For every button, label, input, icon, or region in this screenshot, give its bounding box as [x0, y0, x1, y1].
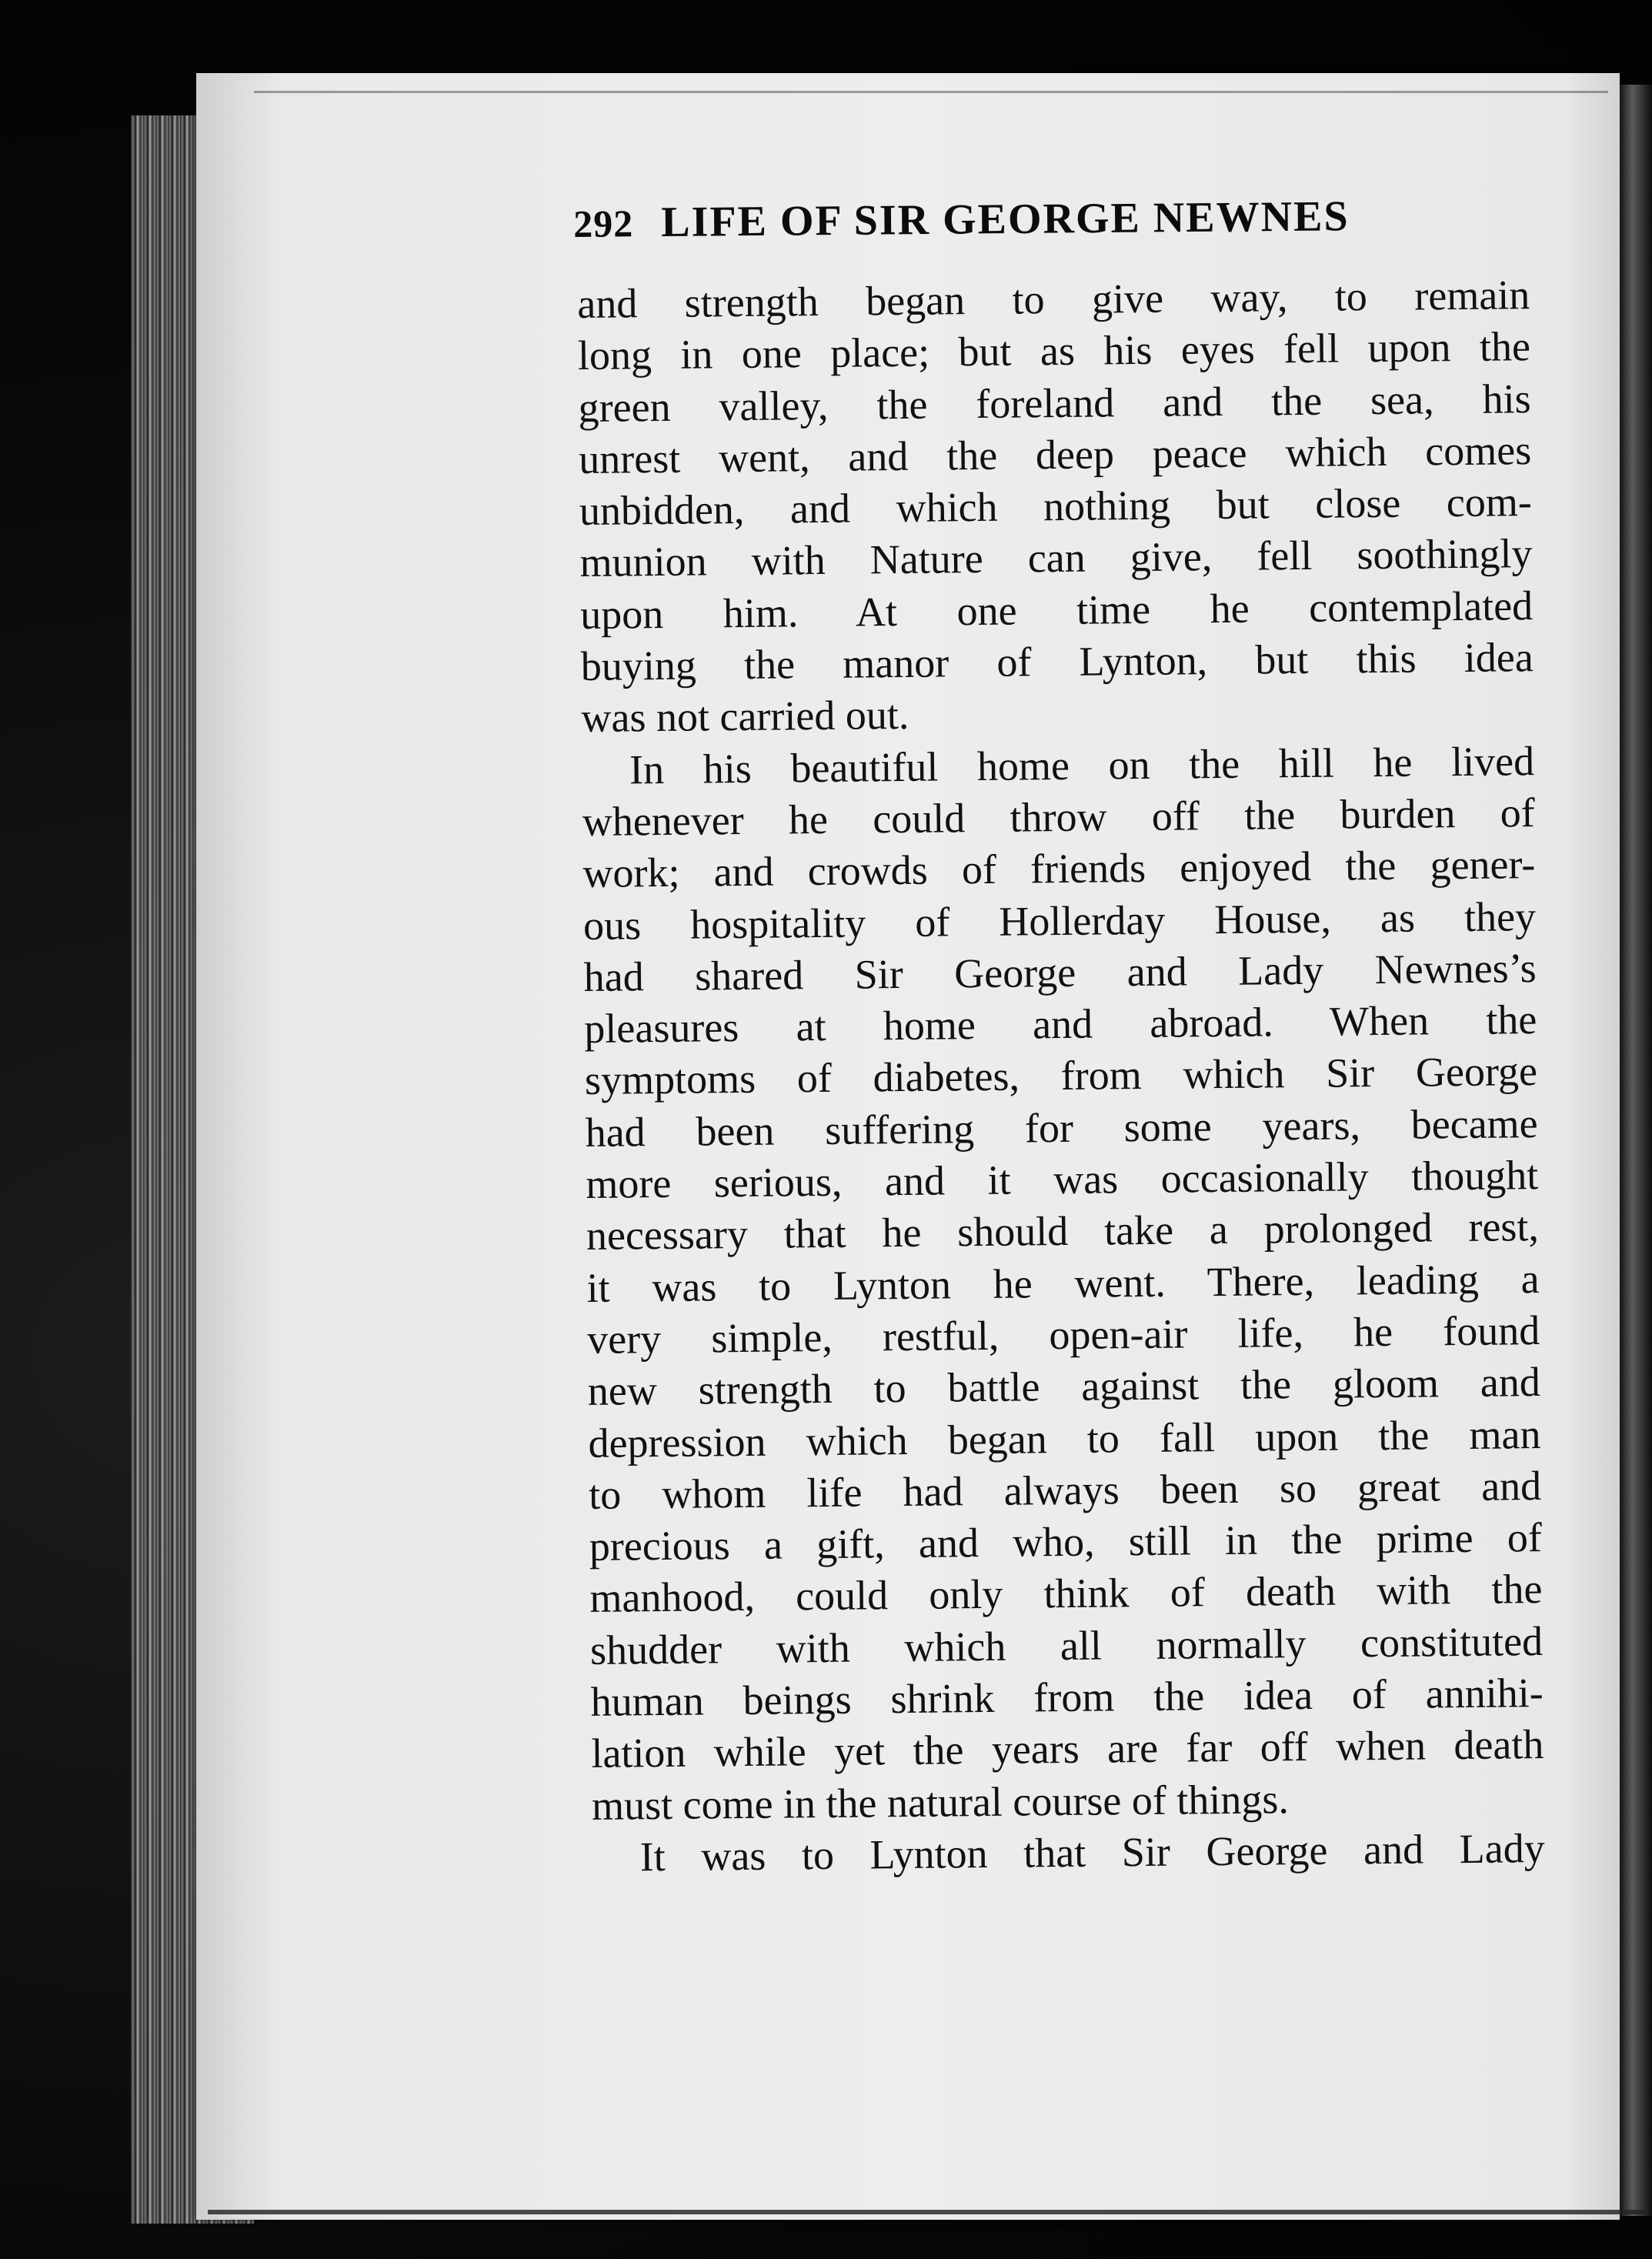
text-line: more serious, and it was occasionally thought	[586, 1152, 1539, 1207]
text-line: In his beautiful home on the hill he lived	[629, 737, 1535, 793]
text-line: It was to Lynton that Sir George and Lady	[639, 1824, 1545, 1880]
text-line: green valley, the foreland and the sea, his	[578, 375, 1531, 431]
text-line: was not carried out.	[581, 692, 909, 742]
text-line: buying the manor of Lynton, but this idea	[580, 634, 1534, 690]
facing-page-edge	[1620, 85, 1652, 2216]
body-text	[577, 269, 1545, 1884]
text-line: symptoms of diabetes, from which Sir George	[584, 1048, 1538, 1104]
text-line: upon him. At one time he contemplated	[579, 582, 1534, 638]
page-top-edge-line	[254, 91, 1608, 93]
text-line: unbidden, and which nothing but close com-	[579, 479, 1533, 535]
text-line: necessary that he should take a prolonged rest,	[586, 1203, 1540, 1260]
running-head	[573, 190, 1513, 248]
text-line: had been suffering for some years, became	[585, 1099, 1538, 1156]
text-line: had shared Sir George and Lady Newnes’s	[583, 944, 1537, 1000]
text-line: whenever he could throw off the burden of	[582, 789, 1536, 845]
text-line: munion with Nature can give, fell soothingly	[579, 530, 1533, 586]
page-number: 292	[573, 202, 634, 245]
text-line: precious a gift, and who, still in the prime of	[589, 1514, 1543, 1570]
text-line: to whom life had always been so great and	[588, 1462, 1542, 1518]
text-line: long in one place; but as his eyes fell upon the	[577, 323, 1531, 379]
text-line: human beings shrink from the idea of annihi-	[590, 1670, 1544, 1725]
text-line: it was to Lynton he went. There, leading a	[586, 1255, 1540, 1311]
text-line: very simple, restful, open-air life, he found	[586, 1306, 1540, 1363]
text-line: unrest went, and the deep peace which comes	[578, 426, 1532, 482]
text-line: ous hospitality of Hollerday House, as they	[582, 893, 1537, 949]
text-line: must come in the natural course of things.	[591, 1775, 1290, 1829]
text-line: and strength began to give way, to remain	[577, 272, 1530, 327]
text-line: depression which began to fall upon the man	[588, 1410, 1541, 1467]
text-line: manhood, could only think of death with the	[589, 1566, 1543, 1622]
page-bottom-edge-line	[208, 2210, 1647, 2214]
text-line: pleasures at home and abroad. When the	[584, 996, 1537, 1053]
text-line: lation while yet the years are far off when death	[591, 1721, 1544, 1777]
text-line: shudder with which all normally constituted	[589, 1617, 1544, 1673]
text-line: work; and crowds of friends enjoyed the gener-	[582, 841, 1536, 897]
text-line: new strength to battle against the gloom and	[587, 1359, 1541, 1415]
running-title: LIFE OF SIR GEORGE NEWNES	[661, 192, 1350, 247]
